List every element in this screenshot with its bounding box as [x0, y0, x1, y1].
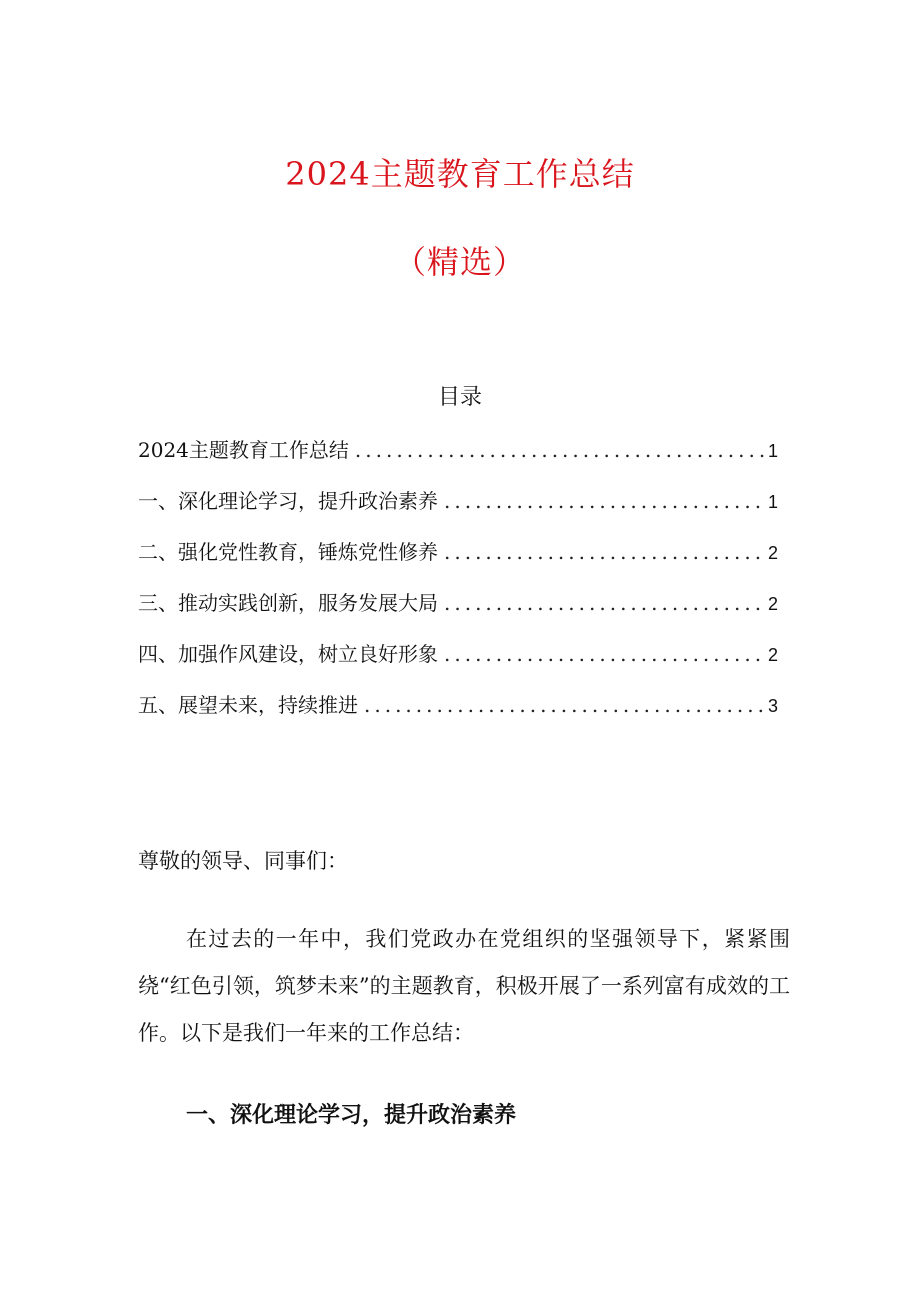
toc-item-label: 2024主题教育工作总结 [138, 438, 349, 462]
toc-item[interactable] [138, 486, 778, 537]
greeting: 尊敬的领导、同事们： [138, 849, 348, 873]
toc-item-label: 五、展望未来，持续推进 [138, 693, 358, 717]
toc-leader-dots [444, 639, 764, 669]
toc-leader-dots [444, 537, 764, 567]
table-of-contents [138, 435, 778, 741]
toc-leader-dots [355, 435, 764, 465]
toc-leader-dots [364, 690, 764, 720]
toc-item-label: 三、推动实践创新，服务发展大局 [138, 591, 438, 615]
toc-item-page: 1 [767, 441, 778, 461]
toc-item[interactable] [138, 435, 778, 486]
toc-item-page: 1 [767, 492, 778, 512]
toc-item-page: 2 [767, 645, 778, 665]
intro-paragraph: 在过去的一年中，我们党政办在党组织的坚强领导下，紧紧围绕“红色引领，筑梦未来”的主题教育，积极开展了一系列富有成效的工作。以下是我们一年来的工作总结： [138, 927, 790, 1045]
toc-item[interactable] [138, 588, 778, 639]
document-subtitle: （精选） [393, 243, 526, 281]
toc-item[interactable] [138, 639, 778, 690]
toc-item-label: 二、强化党性教育，锤炼党性修养 [138, 540, 438, 564]
toc-item-page: 2 [767, 543, 778, 563]
toc-item-label: 一、深化理论学习，提升政治素养 [138, 489, 438, 513]
toc-item-label: 四、加强作风建设，树立良好形象 [138, 642, 438, 666]
toc-item-page: 3 [767, 696, 778, 716]
section-heading: 一、深化理论学习，提升政治素养 [186, 1103, 517, 1128]
document-title: 2024主题教育工作总结 [285, 155, 635, 193]
toc-item-page: 2 [767, 594, 778, 614]
toc-heading: 目录 [437, 385, 482, 410]
toc-leader-dots [444, 486, 764, 516]
toc-item[interactable] [138, 537, 778, 588]
toc-leader-dots [444, 588, 764, 618]
toc-item[interactable] [138, 690, 778, 741]
